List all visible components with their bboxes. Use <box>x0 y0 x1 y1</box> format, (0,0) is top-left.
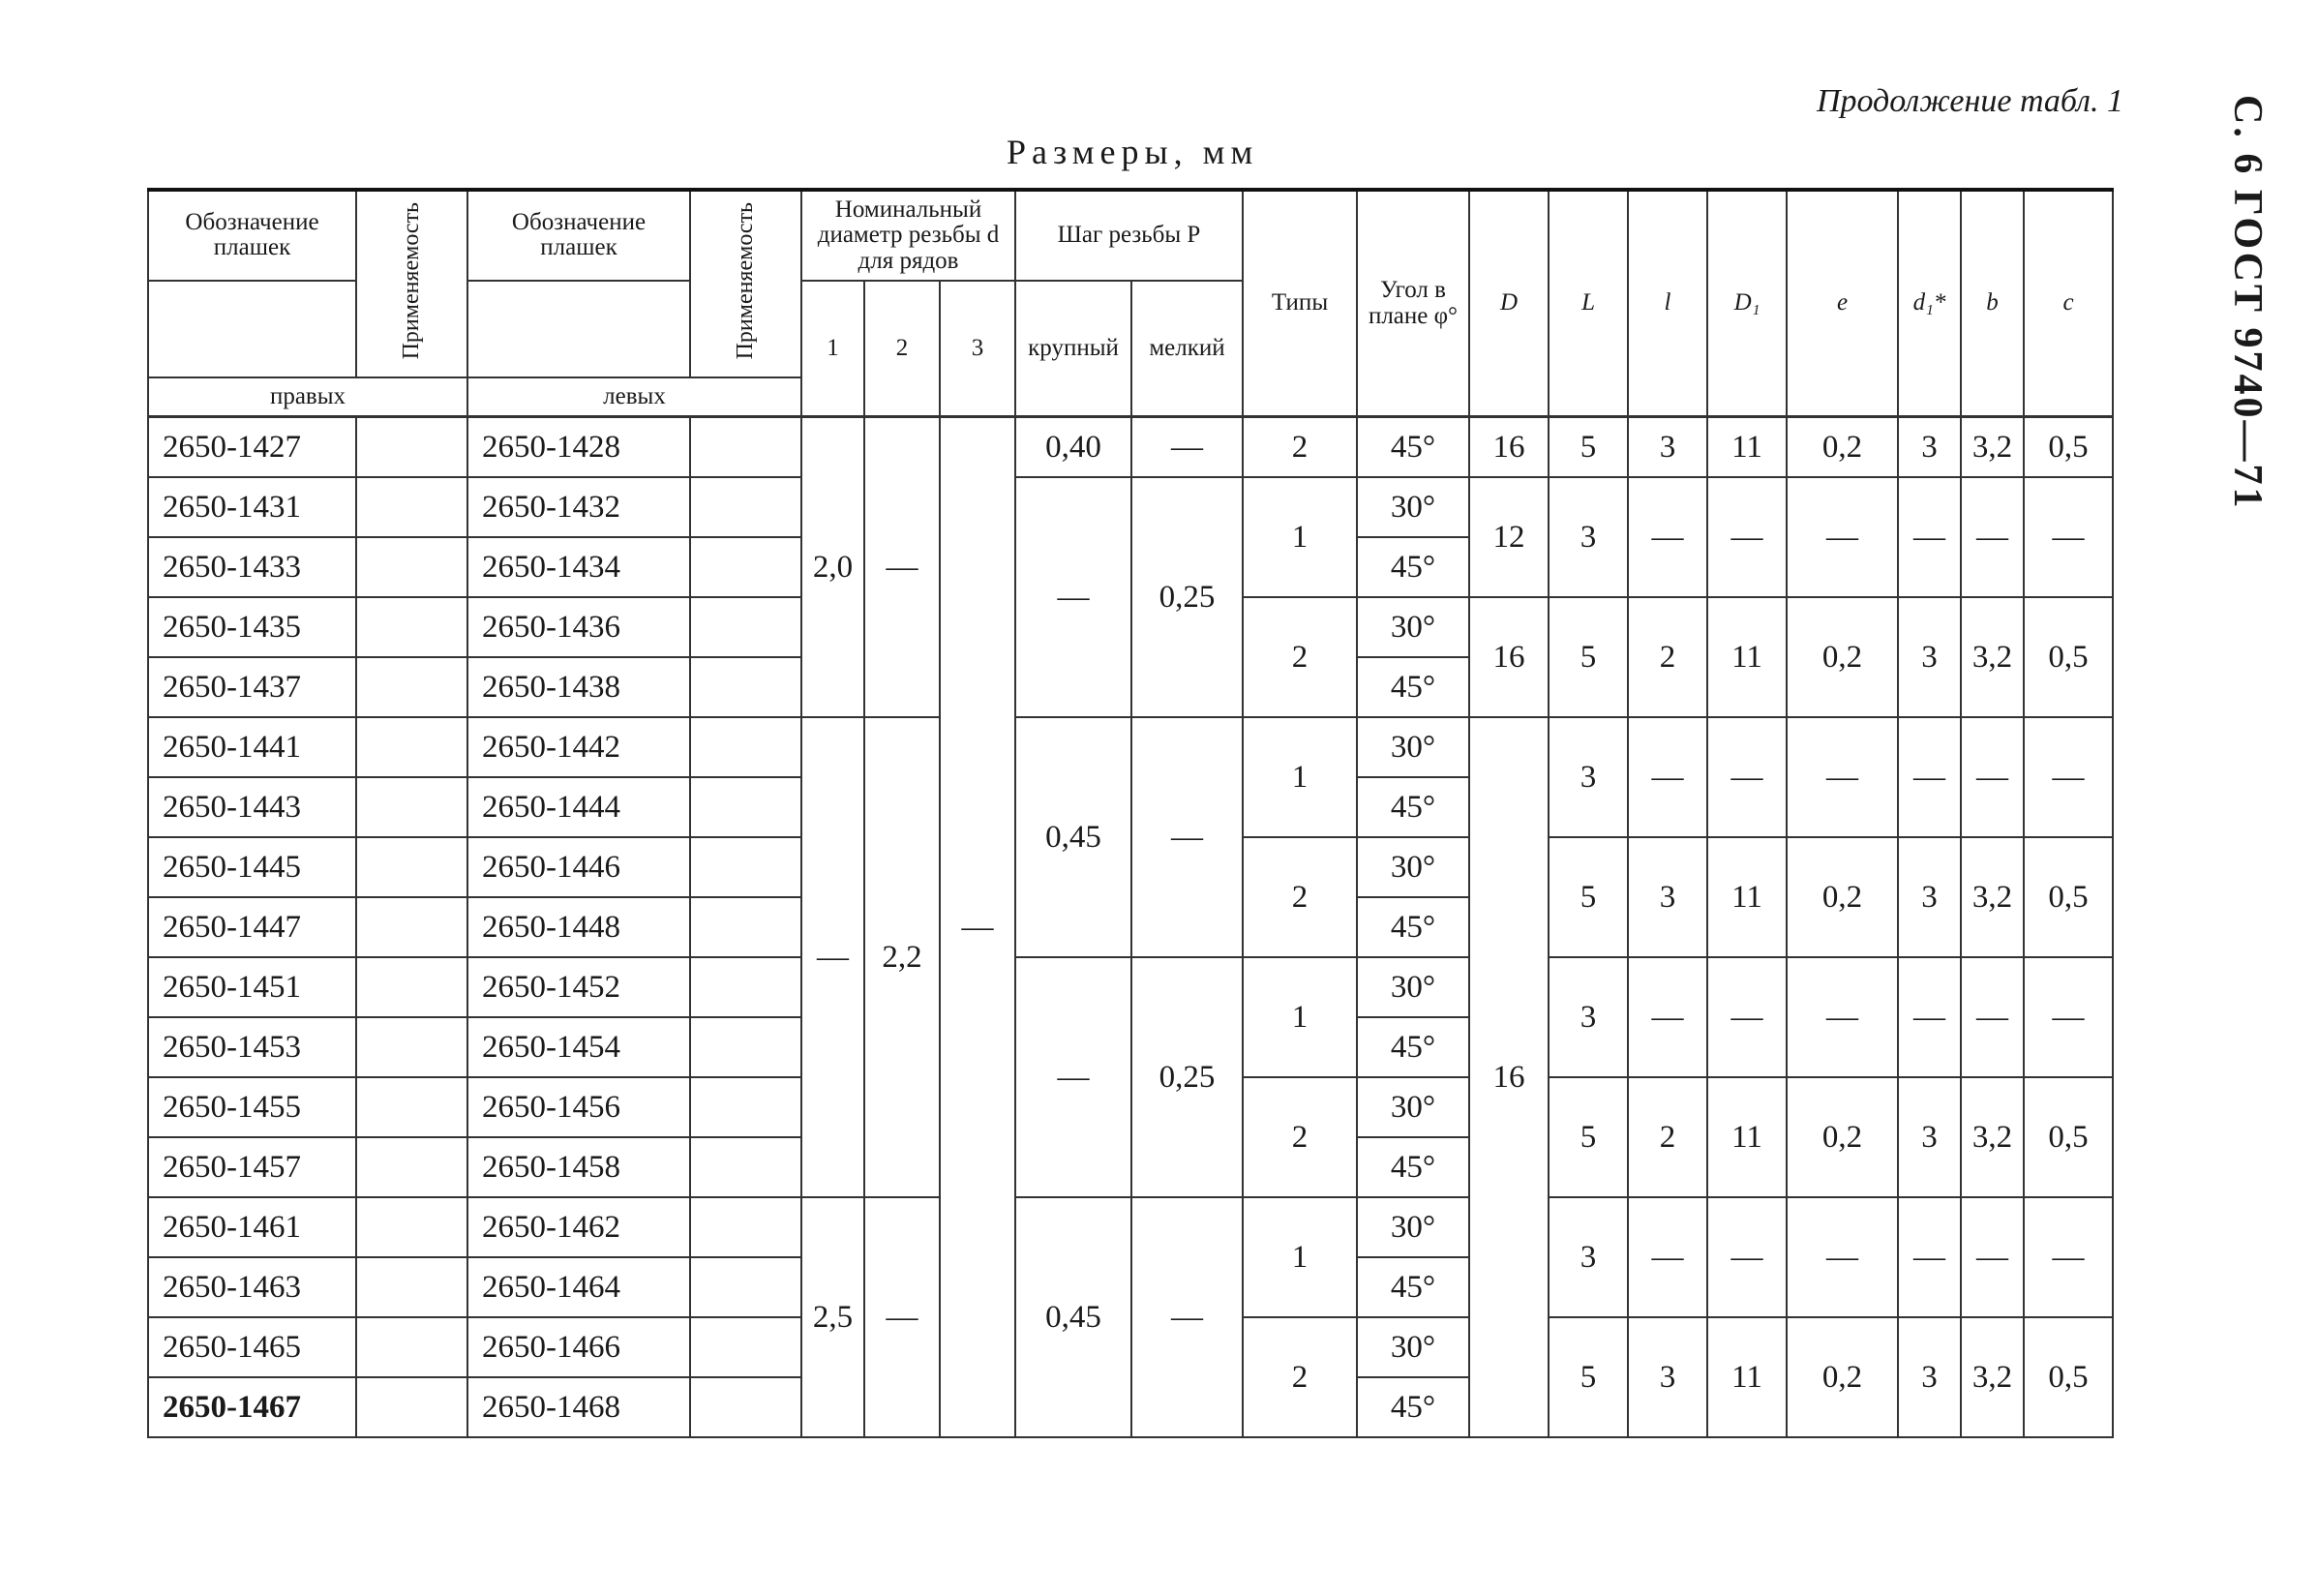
header-l: l <box>1628 190 1707 417</box>
angle: 45° <box>1357 657 1469 717</box>
e-value: 0,2 <box>1787 597 1898 717</box>
e-value: — <box>1787 717 1898 837</box>
l-value: 3 <box>1628 1317 1707 1437</box>
d1-value: 3 <box>1898 1077 1961 1197</box>
c-value: — <box>2024 717 2113 837</box>
l-value: — <box>1628 477 1707 597</box>
l-value: 2 <box>1628 597 1707 717</box>
pitch-coarse: — <box>1015 477 1131 717</box>
L-value: 3 <box>1549 717 1628 837</box>
type: 2 <box>1243 1077 1357 1197</box>
angle: 30° <box>1357 957 1469 1017</box>
angle: 45° <box>1357 1257 1469 1317</box>
header-D: D <box>1469 190 1549 417</box>
c-value: 0,5 <box>2024 417 2113 478</box>
units-caption: Размеры, мм <box>1007 133 1259 171</box>
b-value: 3,2 <box>1961 1317 2024 1437</box>
type: 1 <box>1243 1197 1357 1317</box>
header-coarse: крупный <box>1015 281 1131 417</box>
left-designation: 2650-1432 <box>467 477 690 537</box>
D1-value: — <box>1707 957 1787 1077</box>
header-e: e <box>1787 190 1898 417</box>
header-designation-left: Обозначение плашек <box>467 190 690 281</box>
c-value: — <box>2024 1197 2113 1317</box>
d1-value: — <box>1898 1197 1961 1317</box>
left-designation: 2650-1456 <box>467 1077 690 1137</box>
pitch-fine: — <box>1131 717 1243 957</box>
header-L: L <box>1549 190 1628 417</box>
type: 2 <box>1243 417 1357 478</box>
e-value: 0,2 <box>1787 417 1898 478</box>
L-value: 5 <box>1549 837 1628 957</box>
table-row <box>148 417 2113 478</box>
d1-value: — <box>1898 957 1961 1077</box>
left-designation: 2650-1442 <box>467 717 690 777</box>
e-value: — <box>1787 477 1898 597</box>
left-designation: 2650-1466 <box>467 1317 690 1377</box>
l-value: — <box>1628 1197 1707 1317</box>
right-designation: 2650-1463 <box>148 1257 356 1317</box>
type: 1 <box>1243 717 1357 837</box>
left-designation: 2650-1462 <box>467 1197 690 1257</box>
D1-value: — <box>1707 1197 1787 1317</box>
right-designation: 2650-1445 <box>148 837 356 897</box>
type: 2 <box>1243 1317 1357 1437</box>
left-designation: 2650-1464 <box>467 1257 690 1317</box>
table-row <box>148 957 2113 1017</box>
D-value: 16 <box>1469 597 1549 717</box>
d1-value: 3 <box>1898 597 1961 717</box>
b-value: 3,2 <box>1961 597 2024 717</box>
L-value: 5 <box>1549 1317 1628 1437</box>
c-value: 0,5 <box>2024 1317 2113 1437</box>
left-designation: 2650-1444 <box>467 777 690 837</box>
b-value: — <box>1961 1197 2024 1317</box>
right-designation: 2650-1431 <box>148 477 356 537</box>
header-fine: мелкий <box>1131 281 1243 417</box>
continuation-note: Продолжение табл. 1 <box>1816 83 2123 119</box>
e-value: 0,2 <box>1787 1077 1898 1197</box>
e-value: 0,2 <box>1787 837 1898 957</box>
D-value: 12 <box>1469 477 1549 597</box>
b-value: — <box>1961 717 2024 837</box>
right-designation: 2650-1451 <box>148 957 356 1017</box>
pitch-fine: 0,25 <box>1131 957 1243 1197</box>
right-designation: 2650-1455 <box>148 1077 356 1137</box>
table-row <box>148 477 2113 537</box>
header-c: c <box>2024 190 2113 417</box>
left-designation: 2650-1438 <box>467 657 690 717</box>
angle: 30° <box>1357 717 1469 777</box>
right-designation: 2650-1441 <box>148 717 356 777</box>
table-row <box>148 717 2113 777</box>
angle: 45° <box>1357 777 1469 837</box>
header-application-2: Применяемость <box>690 190 801 377</box>
diameter-row3: — <box>940 417 1015 1438</box>
left-designation: 2650-1434 <box>467 537 690 597</box>
c-value: — <box>2024 477 2113 597</box>
angle: 30° <box>1357 1317 1469 1377</box>
b-value: 3,2 <box>1961 1077 2024 1197</box>
d1-value: 3 <box>1898 1317 1961 1437</box>
angle: 30° <box>1357 597 1469 657</box>
left-designation: 2650-1452 <box>467 957 690 1017</box>
L-value: 3 <box>1549 477 1628 597</box>
angle: 45° <box>1357 417 1469 478</box>
table-row <box>148 1197 2113 1257</box>
b-value: — <box>1961 477 2024 597</box>
angle: 45° <box>1357 1137 1469 1197</box>
e-value: — <box>1787 1197 1898 1317</box>
diameter-row2: — <box>864 417 940 718</box>
l-value: — <box>1628 717 1707 837</box>
header-D1: D₁ <box>1707 190 1787 417</box>
b-value: 3,2 <box>1961 837 2024 957</box>
right-designation: 2650-1447 <box>148 897 356 957</box>
right-designation: 2650-1457 <box>148 1137 356 1197</box>
right-designation: 2650-1461 <box>148 1197 356 1257</box>
angle: 30° <box>1357 1077 1469 1137</box>
angle: 45° <box>1357 897 1469 957</box>
c-value: 0,5 <box>2024 1077 2113 1197</box>
left-designation: 2650-1458 <box>467 1137 690 1197</box>
l-value: 2 <box>1628 1077 1707 1197</box>
right-designation: 2650-1453 <box>148 1017 356 1077</box>
diameter-row2: — <box>864 1197 940 1437</box>
type: 2 <box>1243 597 1357 717</box>
c-value: 0,5 <box>2024 597 2113 717</box>
header-types: Типы <box>1243 190 1357 417</box>
header-row-3: 3 <box>940 281 1015 417</box>
b-value: — <box>1961 957 2024 1077</box>
type: 1 <box>1243 477 1357 597</box>
D1-value: — <box>1707 477 1787 597</box>
D1-value: 11 <box>1707 597 1787 717</box>
pitch-fine: — <box>1131 1197 1243 1437</box>
c-value: 0,5 <box>2024 837 2113 957</box>
angle: 45° <box>1357 1017 1469 1077</box>
angle: 30° <box>1357 477 1469 537</box>
D1-value: 11 <box>1707 417 1787 478</box>
diameter-row1: — <box>801 717 864 1197</box>
standard-label: С. 6 ГОСТ 9740—71 <box>2225 95 2270 511</box>
d1-value: 3 <box>1898 837 1961 957</box>
L-value: 5 <box>1549 417 1628 478</box>
L-value: 5 <box>1549 597 1628 717</box>
d1-value: — <box>1898 717 1961 837</box>
e-value: — <box>1787 957 1898 1077</box>
c-value: — <box>2024 957 2113 1077</box>
D1-value: 11 <box>1707 1317 1787 1437</box>
l-value: — <box>1628 957 1707 1077</box>
d1-value: 3 <box>1898 417 1961 478</box>
angle: 45° <box>1357 1377 1469 1437</box>
header-thread-pitch: Шаг резьбы P <box>1015 190 1243 281</box>
header-application-1: Применяемость <box>356 190 467 377</box>
angle: 30° <box>1357 1197 1469 1257</box>
angle: 30° <box>1357 837 1469 897</box>
diameter-row1: 2,5 <box>801 1197 864 1437</box>
left-designation: 2650-1448 <box>467 897 690 957</box>
header-row-1: 1 <box>801 281 864 417</box>
pitch-coarse: 0,45 <box>1015 1197 1131 1437</box>
pitch-fine: — <box>1131 417 1243 478</box>
pitch-coarse: 0,45 <box>1015 717 1131 957</box>
L-value: 3 <box>1549 1197 1628 1317</box>
right-designation: 2650-1427 <box>148 417 356 478</box>
header-b: b <box>1961 190 2024 417</box>
pitch-fine: 0,25 <box>1131 477 1243 717</box>
header-right-label: правых <box>148 377 467 417</box>
diameter-row1: 2,0 <box>801 417 864 718</box>
header-left-label: левых <box>467 377 801 417</box>
D-value: 16 <box>1469 417 1549 478</box>
D1-value: 11 <box>1707 837 1787 957</box>
L-value: 3 <box>1549 957 1628 1077</box>
angle: 45° <box>1357 537 1469 597</box>
D1-value: — <box>1707 717 1787 837</box>
d1-value: — <box>1898 477 1961 597</box>
header-row-2: 2 <box>864 281 940 417</box>
right-designation: 2650-1435 <box>148 597 356 657</box>
type: 2 <box>1243 837 1357 957</box>
header-angle: Угол в плане φ° <box>1357 190 1469 417</box>
right-designation: 2650-1465 <box>148 1317 356 1377</box>
l-value: 3 <box>1628 837 1707 957</box>
right-designation: 2650-1433 <box>148 537 356 597</box>
header-designation-right: Обозначение плашек <box>148 190 356 281</box>
right-designation: 2650-1467 <box>148 1377 356 1437</box>
pitch-coarse: 0,40 <box>1015 417 1131 478</box>
L-value: 5 <box>1549 1077 1628 1197</box>
left-designation: 2650-1446 <box>467 837 690 897</box>
header-nominal-diameter: Номинальный диаметр резьбы d для рядов <box>801 190 1015 281</box>
right-designation: 2650-1437 <box>148 657 356 717</box>
b-value: 3,2 <box>1961 417 2024 478</box>
left-designation: 2650-1436 <box>467 597 690 657</box>
diameter-row2: 2,2 <box>864 717 940 1197</box>
e-value: 0,2 <box>1787 1317 1898 1437</box>
left-designation: 2650-1454 <box>467 1017 690 1077</box>
dimensions-table <box>147 188 2114 1438</box>
l-value: 3 <box>1628 417 1707 478</box>
left-designation: 2650-1428 <box>467 417 690 478</box>
right-designation: 2650-1443 <box>148 777 356 837</box>
pitch-coarse: — <box>1015 957 1131 1197</box>
D-value: 16 <box>1469 717 1549 1437</box>
left-designation: 2650-1468 <box>467 1377 690 1437</box>
type: 1 <box>1243 957 1357 1077</box>
header-d1: d₁* <box>1898 190 1961 417</box>
D1-value: 11 <box>1707 1077 1787 1197</box>
